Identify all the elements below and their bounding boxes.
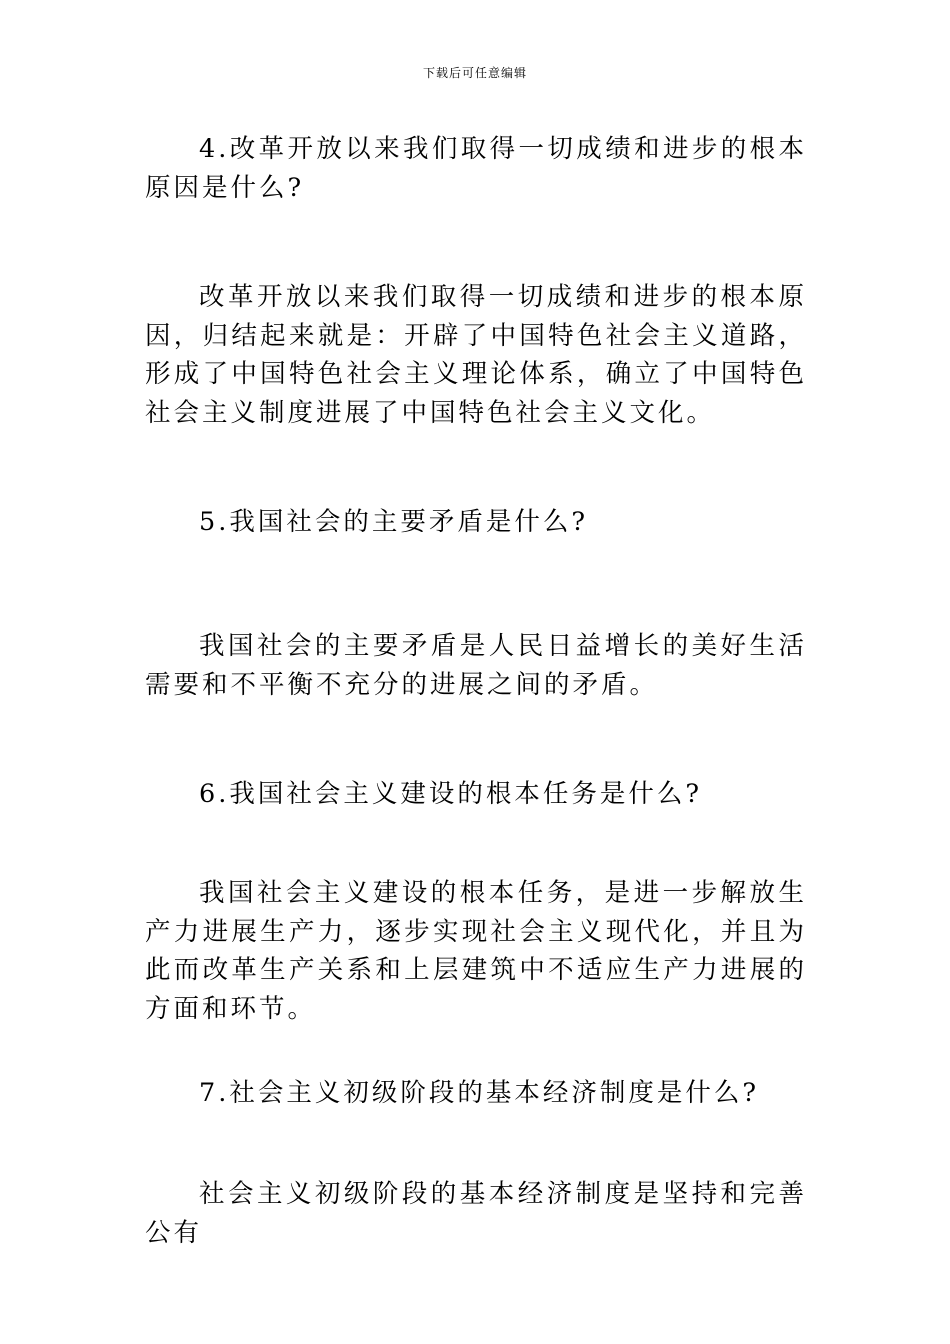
answer-7: 社会主义初级阶段的基本经济制度是坚持和完善公有 (145, 1179, 807, 1248)
question-6: 6.我国社会主义建设的根本任务是什么? (199, 779, 703, 809)
answer-5: 我国社会的主要矛盾是人民日益增长的美好生活需要和不平衡不充分的进展之间的矛盾。 (145, 631, 807, 700)
question-7: 7.社会主义初级阶段的基本经济制度是什么? (199, 1078, 760, 1108)
question-5: 5.我国社会的主要矛盾是什么? (199, 507, 589, 537)
answer-4: 改革开放以来我们取得一切成绩和进步的根本原因，归结起来就是：开辟了中国特色社会主义道路，形成了中国特色社会主义理论体系，确立了中国特色社会主义制度进展了中国特色社会主义文化。 (145, 282, 807, 428)
page-header-note: 下载后可任意编辑 (422, 66, 527, 80)
answer-6: 我国社会主义建设的根本任务，是进一步解放生产力进展生产力，逐步实现社会主义现代化，并且为此而改革生产关系和上层建筑中不适应生产力进展的方面和环节。 (145, 878, 807, 1024)
question-4: 4.改革开放以来我们取得一切成绩和进步的根本原因是什么? (145, 134, 807, 203)
